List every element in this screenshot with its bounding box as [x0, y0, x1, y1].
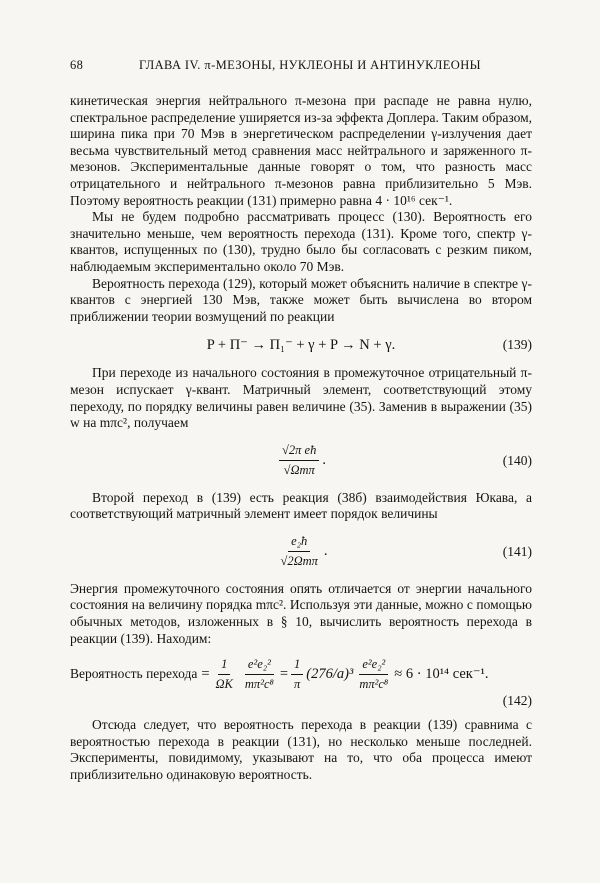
equation-141	[70, 523, 532, 581]
numerator: e²e₂²	[359, 657, 388, 675]
paragraph: При переходе из начального состояния в промежуточное отрицательный π-мезон испускает γ-квант. Матричный элемент, соответствующий этому переходу, по порядку величины равен величине (35). Заменив в выражении (35) w на mπc², получаем	[70, 365, 532, 431]
equation-number: (142)	[502, 693, 532, 709]
denominator: ΩK	[215, 676, 233, 691]
denominator: mπ²c⁸	[244, 676, 274, 691]
numerator: 1	[218, 657, 230, 675]
paragraph: Отсюда следует, что вероятность перехода в реакции (139) сравнима с вероятностью перехода в реакции (131), но несколько меньше последней. Эксперименты, повидимому, указывают на то, что оба процесса имеют приблизительно одинаковую вероятность.	[70, 717, 532, 783]
fraction	[291, 657, 303, 692]
paragraph: кинетическая энергия нейтрального π-мезона при распаде не равна нулю, спектральное распределение уширяется из-за эффекта Доплера. Таким образом, ширина пика при 70 Мэв в энергетическом распределении γ-излучения дает весьма чувствительный метод сравнения масс нейтрального и заряженного π-мезонов. Экспериментальные данные говорят о том, что разность масс отрицательного и нейтрального π-мезонов равна приблизительно 5 Мэв. Поэтому вероятность реакции (131) примерно равна 4 · 10¹⁶ сек⁻¹.	[70, 93, 532, 208]
fraction	[356, 657, 391, 692]
paragraph: Вероятность перехода (129), который может объяснить наличие в спектре γ-квантов с энергией 130 Мэв, также может быть вычислена во втором приближении теории возмущений по реакции	[70, 275, 532, 324]
fraction	[277, 534, 320, 569]
denominator: √2Ωmπ	[280, 554, 318, 569]
fraction	[279, 443, 319, 478]
numerator: √2π eħ	[279, 443, 319, 461]
equation-label: Вероятность перехода	[70, 666, 198, 682]
equation-body: P + Π⁻ → Π₁⁻ + γ + P → N + γ.	[206, 336, 396, 353]
numerator: 1	[291, 657, 303, 675]
numerator: e₂ħ	[288, 534, 310, 552]
equation-number: (140)	[502, 452, 532, 468]
page-number: 68	[70, 58, 84, 72]
denominator: √Ωmπ	[283, 463, 315, 478]
denominator: π	[294, 676, 301, 691]
parenthesized-ratio: (276/a)³	[306, 665, 354, 682]
denominator: mπ²c⁸	[359, 676, 389, 691]
fraction	[242, 657, 277, 692]
paragraph: Второй переход в (139) есть реакция (38б) взаимодействия Юкава, а соответствующий матричный элемент имеет порядок величины	[70, 489, 532, 522]
equation-142: Вероятность перехода = $\frac{1}{\Omega K}$ $\frac{\text{e²e₂²}}{\text{mπ²c⁸}}$ = $\frac{1}{\pi}$ (276/a)³ $\frac{\text{e²e₂²}}{\text{mπ²c⁸}}$ ≈ 6 · 10¹⁴ сек⁻¹. (142)	[70, 656, 532, 709]
equation-tail: .	[322, 452, 326, 469]
chapter-title: ГЛАВА IV. π-МЕЗОНЫ, НУКЛЕОНЫ И АНТИНУКЛЕОНЫ	[139, 58, 481, 72]
running-header	[70, 58, 532, 73]
equation-number: (139)	[502, 337, 532, 353]
page	[70, 58, 532, 784]
equation-140	[70, 432, 532, 490]
equation-tail: .	[323, 543, 328, 560]
equation-result: ≈ 6 · 10¹⁴ сек⁻¹.	[394, 665, 489, 682]
paragraph: Энергия промежуточного состояния опять отличается от энергии начального состояния на величину порядка mπc². Используя эти данные, можно с помощью обычных методов, изложенных в § 10, вычислить вероятность перехода в реакции (139). Находим:	[70, 580, 532, 646]
equation-number: (141)	[502, 543, 532, 559]
numerator: e²e₂²	[245, 657, 274, 675]
equation-139	[70, 325, 532, 365]
fraction	[213, 657, 236, 692]
paragraph: Мы не будем подробно рассматривать процесс (130). Вероятность его значительно меньше, чем вероятность перехода (131). Кроме того, спектр γ-квантов, испущенных по (130), трудно было бы согласовать с резким пиком, наблюдаемым экспериментально около 70 Мэв.	[70, 209, 532, 274]
